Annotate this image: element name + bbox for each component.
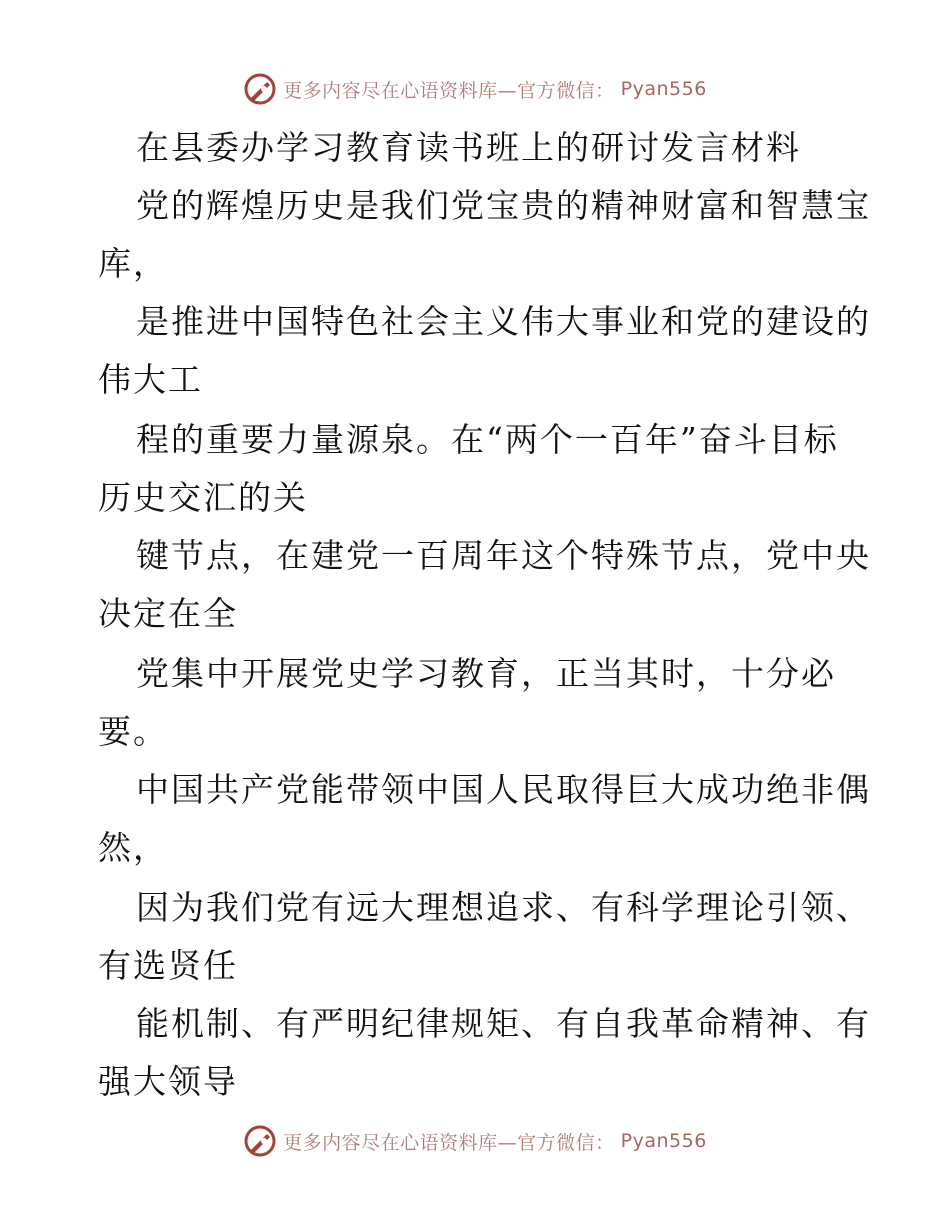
watermark-text: 更多内容尽在心语资料库—官方微信： [283,79,615,102]
paragraph-line: 库， [98,244,168,283]
paragraph-line: 程的重要力量源泉。在“两个一百年”奋斗目标 [136,420,839,459]
document-title: 在县委办学习教育读书班上的研讨发言材料 [136,128,801,167]
watermark-wechat-id: Pyan556 [620,1130,707,1152]
watermark-text: 更多内容尽在心语资料库—官方微信： [283,1131,615,1154]
paragraph-line: 决定在全 [98,594,238,633]
paragraph-line: 党的辉煌历史是我们党宝贵的精神财富和智慧宝 [136,186,871,225]
pen-logo-icon [243,1124,277,1158]
paragraph-line: 因为我们党有远大理想追求、有科学理论引领、 [136,888,871,927]
paragraph-line: 中国共产党能带领中国人民取得巨大成功绝非偶 [136,770,871,809]
paragraph-line: 有选贤任 [98,946,238,985]
paragraph-line: 是推进中国特色社会主义伟大事业和党的建设的 [136,302,871,341]
footer-watermark [0,1124,950,1158]
paragraph-line: 党集中开展党史学习教育，正当其时，十分必 [136,654,836,693]
paragraph-line: 强大领导 [98,1062,238,1101]
watermark-wechat-id: Pyan556 [620,78,707,100]
paragraph-line: 历史交汇的关 [98,478,308,517]
paragraph-line: 能机制、有严明纪律规矩、有自我革命精神、有 [136,1004,871,1043]
paragraph-line: 要。 [98,712,168,751]
paragraph-line: 然， [98,828,168,867]
paragraph-line: 伟大工 [98,360,203,399]
paragraph-line: 键节点，在建党一百周年这个特殊节点，党中央 [136,536,871,575]
